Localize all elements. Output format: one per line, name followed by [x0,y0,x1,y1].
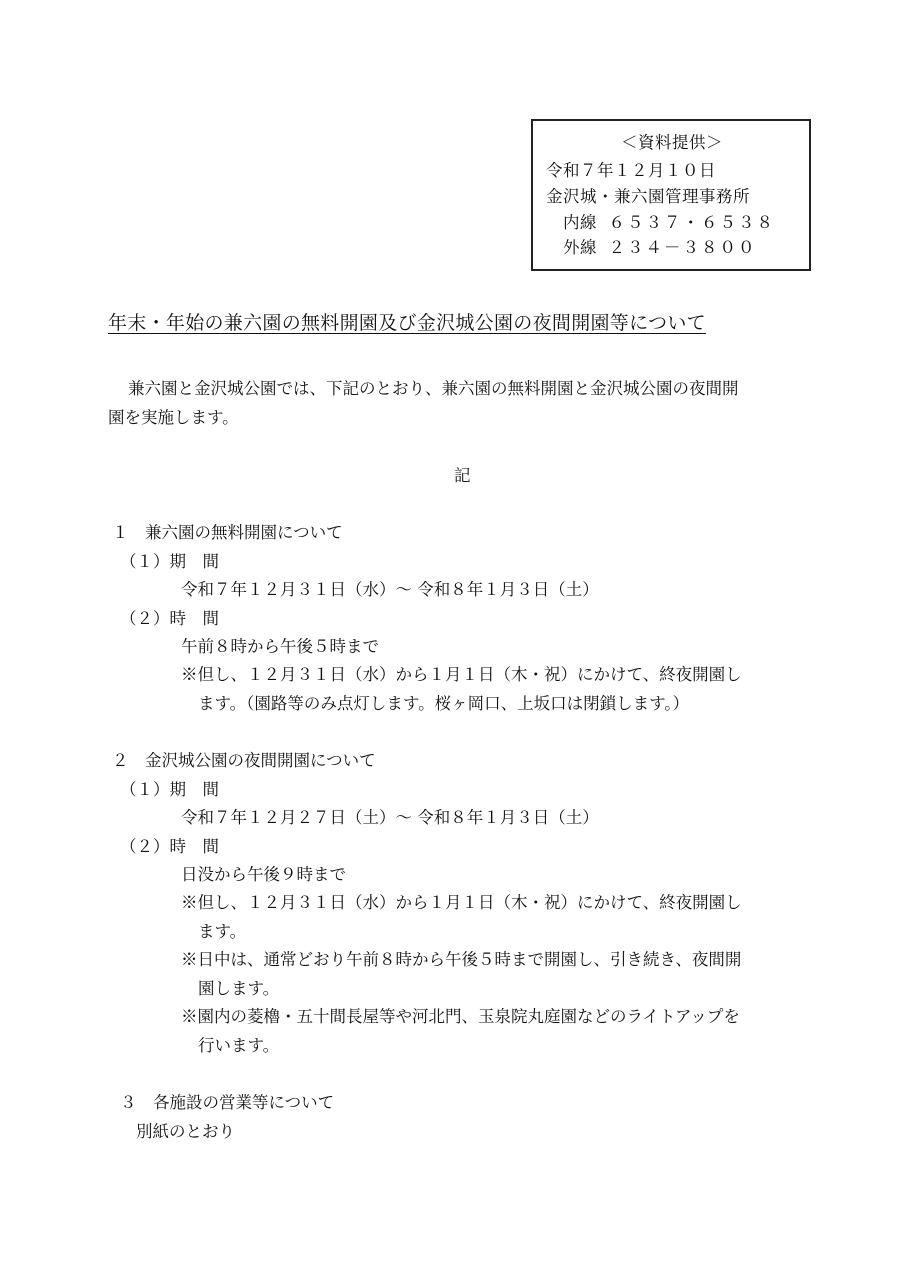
section1-period-value: 令和７年１２月３１日（水）～ 令和８年１月３日（土） [181,580,599,599]
section2-note2-line-1: ※日中は、通常どおり午前８時から午後５時まで開園し、引き続き、夜間開 [181,950,742,969]
info-box-office: 金沢城・兼六園管理事務所 [546,187,750,206]
info-box-date: 令和７年１２月１０日 [546,161,716,180]
section1-hours-value: 午前８時から午後５時まで [181,637,379,656]
section2-note3-line-2: 行います。 [198,1036,280,1055]
section2-period-label: （１）期 間 [120,780,219,799]
extension-label: 内線 [563,213,597,232]
extension-numbers: ６５３７・６５３８ [608,213,775,232]
intro-line-2: 園を実施します。 [108,408,239,427]
intro-line-1: 兼六園と金沢城公園では、下記のとおり、兼六園の無料開園と金沢城公園の夜間開 [128,379,739,398]
section2-note2-line-2: 園します。 [198,979,280,998]
section2-hours-label: （２）時 間 [120,837,219,856]
section3-body: 別紙のとおり [136,1122,235,1141]
section1-note-line-1: ※但し、１２月３１日（水）から１月１日（木・祝）にかけて、終夜開園し [181,665,742,684]
section1-heading: １ 兼六園の無料開園について [112,523,343,542]
section2-heading: ２ 金沢城公園の夜間開園について [112,751,376,770]
info-box-label: ＜資料提供＞ [621,133,723,152]
phone-label: 外線 [563,238,597,257]
info-box-phone [563,236,757,260]
section2-note1-line-1: ※但し、１２月３１日（水）から１月１日（木・祝）にかけて、終夜開園し [181,893,742,912]
section2-hours-value: 日没から午後９時まで [181,865,346,884]
section2-note1-line-2: ます。 [198,922,247,941]
info-box [531,119,811,271]
document-title: 年末・年始の兼六園の無料開園及び金沢城公園の夜間開園等について [108,312,706,334]
info-box-extension [563,211,775,235]
section1-hours-label: （２）時 間 [120,609,219,628]
section1-period-label: （１）期 間 [120,552,219,571]
ki-heading: 記 [454,466,471,485]
section1-note-line-2: ます。（園路等のみ点灯します。桜ヶ岡口、上坂口は閉鎖します。） [198,694,690,713]
section2-note3-line-1: ※園内の菱櫓・五十間長屋等や河北門、玉泉院丸庭園などのライトアップを [181,1007,740,1026]
phone-number: ２３４－３８００ [608,238,757,257]
section2-period-value: 令和７年１２月２７日（土）～ 令和８年１月３日（土） [181,808,599,827]
section3-heading: ３ 各施設の営業等について [120,1093,335,1112]
